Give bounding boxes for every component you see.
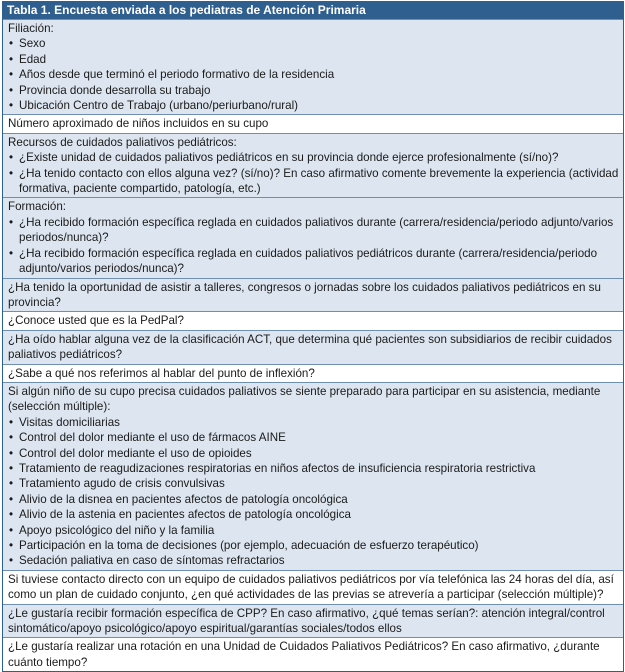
table-row	[3, 197, 623, 277]
bullet-icon: •	[9, 492, 14, 506]
list-item	[8, 98, 619, 113]
table-body	[3, 19, 623, 671]
bullet-icon: •	[9, 461, 14, 475]
list-item-text: Sexo	[19, 37, 46, 51]
bullet-icon: •	[9, 68, 14, 82]
list-item	[8, 446, 619, 461]
bullet-icon: •	[9, 83, 14, 97]
table-row	[3, 330, 623, 364]
table-row	[3, 278, 623, 312]
table-row	[3, 570, 623, 604]
table-row	[3, 637, 623, 671]
row-heading: Formación:	[8, 200, 66, 214]
list-item-text: ¿Ha tenido contacto con ellos alguna vez? (sí/no)? En caso afirmativo comente brevemente la experiencia (actividad formativa, paciente compartido, patología, etc.)	[19, 166, 619, 196]
bullet-icon: •	[9, 431, 14, 445]
table-row	[3, 19, 623, 114]
list-item	[8, 150, 619, 165]
list-item	[8, 492, 619, 507]
list-item-text: Alivio de la astenia en pacientes afectos de patología oncológica	[19, 508, 351, 522]
list-item	[8, 36, 619, 51]
list-item-text: Tratamiento agudo de crisis convulsivas	[19, 477, 225, 491]
row-heading: Si algún niño de su cupo precisa cuidados paliativos se siente preparado para participar en su asistencia, mediante (selección múltiple):	[8, 384, 601, 414]
bullet-list	[8, 415, 619, 569]
list-item-text: Edad	[19, 52, 47, 66]
bullet-list	[8, 150, 619, 196]
list-item	[8, 83, 619, 98]
list-item	[8, 67, 619, 82]
bullet-icon: •	[9, 166, 14, 180]
list-item	[8, 430, 619, 445]
list-item	[8, 461, 619, 476]
list-item	[8, 415, 619, 430]
survey-table	[2, 1, 624, 672]
row-heading: ¿Ha tenido la oportunidad de asistir a talleres, congresos o jornadas sobre los cuidados paliativos pediátricos en su provincia?	[8, 280, 601, 309]
bullet-list	[8, 36, 619, 113]
list-item	[8, 52, 619, 67]
bullet-list	[8, 215, 619, 277]
bullet-icon: •	[9, 554, 14, 568]
list-item-text: ¿Ha recibido formación específica reglada en cuidados paliativos pediátricos durante (carrera/residencia/periodo adjunto/varios periodos/nunca)?	[19, 246, 598, 276]
row-heading: ¿Sabe a qué nos referimos al hablar del punto de inflexión?	[8, 366, 315, 380]
list-item-text: ¿Existe unidad de cuidados paliativos pediátricos en su provincia donde ejerce profesionalmente (sí/no)?	[19, 151, 559, 165]
list-item-text: Ubicación Centro de Trabajo (urbano/periurbano/rural)	[19, 99, 299, 113]
list-item	[8, 523, 619, 538]
list-item-text: Visitas domiciliarias	[19, 415, 120, 429]
list-item-text: Provincia donde desarrolla su trabajo	[19, 83, 211, 97]
bullet-icon: •	[9, 37, 14, 51]
bullet-icon: •	[9, 151, 14, 165]
bullet-icon: •	[9, 52, 14, 66]
bullet-icon: •	[9, 508, 14, 522]
table-row	[3, 382, 623, 570]
list-item	[8, 538, 619, 553]
bullet-icon: •	[9, 415, 14, 429]
row-heading: ¿Ha oído hablar alguna vez de la clasificación ACT, que determina qué pacientes son subsidiarios de recibir cuidados paliativos pediátricos?	[8, 332, 612, 362]
table-row	[3, 311, 623, 329]
table-row	[3, 114, 623, 132]
row-heading: Filiación:	[8, 22, 54, 35]
list-item	[8, 476, 619, 491]
table-title: Tabla 1. Encuesta enviada a los pediatras de Atención Primaria	[3, 2, 623, 19]
bullet-icon: •	[9, 99, 14, 113]
row-heading: ¿Le gustaría recibir formación específica de CPP? En caso afirmativo, ¿qué temas serían?: atención integral/control sintomático/apoyo psicológico/apoyo espiritual/garantías sociales/todos ellos	[8, 606, 605, 636]
list-item	[8, 246, 619, 277]
list-item	[8, 215, 619, 246]
bullet-icon: •	[9, 246, 14, 260]
bullet-icon: •	[9, 215, 14, 229]
list-item-text: Control del dolor mediante el uso de opioides	[19, 446, 252, 460]
list-item-text: Tratamiento de reagudizaciones respiratorias en niños afectos de insuficiencia respiratoria restrictiva	[19, 461, 536, 475]
list-item-text: Participación en la toma de decisiones (por ejemplo, adecuación de esfuerzo terapéutico)	[19, 539, 479, 552]
list-item-text: Sedación paliativa en caso de síntomas refractarios	[19, 554, 285, 568]
list-item	[8, 553, 619, 568]
bullet-icon: •	[9, 523, 14, 537]
list-item-text: ¿Ha recibido formación específica reglada en cuidados paliativos durante (carrera/residencia/periodo adjunto/varios periodos/nunca)?	[19, 215, 614, 245]
list-item-text: Años desde que terminó el periodo formativo de la residencia	[19, 68, 335, 82]
list-item	[8, 166, 619, 197]
row-heading: ¿Conoce usted que es la PedPal?	[8, 314, 184, 328]
table-row	[3, 364, 623, 382]
table-row	[3, 133, 623, 198]
row-heading: Recursos de cuidados paliativos pediátricos:	[8, 135, 237, 149]
row-heading: Si tuviese contacto directo con un equipo de cuidados paliativos pediátricos por vía telefónica las 24 horas del día, así como un plan de cuidado conjunto, ¿en qué actividades de las previas se atrevería a participar (selección múltiple)?	[8, 572, 614, 602]
list-item-text: Control del dolor mediante el uso de fármacos AINE	[19, 431, 286, 445]
row-heading: Número aproximado de niños incluidos en su cupo	[8, 117, 269, 131]
bullet-icon: •	[9, 446, 14, 460]
list-item-text: Apoyo psicológico del niño y la familia	[19, 523, 215, 537]
list-item	[8, 507, 619, 522]
list-item-text: Alivio de la disnea en pacientes afectos de patología oncológica	[19, 492, 348, 506]
row-heading: ¿Le gustaría realizar una rotación en una Unidad de Cuidados Paliativos Pediátricos? En caso afirmativo, ¿durante cuánto tiempo?	[8, 640, 600, 669]
bullet-icon: •	[9, 477, 14, 491]
table-row	[3, 604, 623, 638]
bullet-icon: •	[9, 539, 14, 552]
